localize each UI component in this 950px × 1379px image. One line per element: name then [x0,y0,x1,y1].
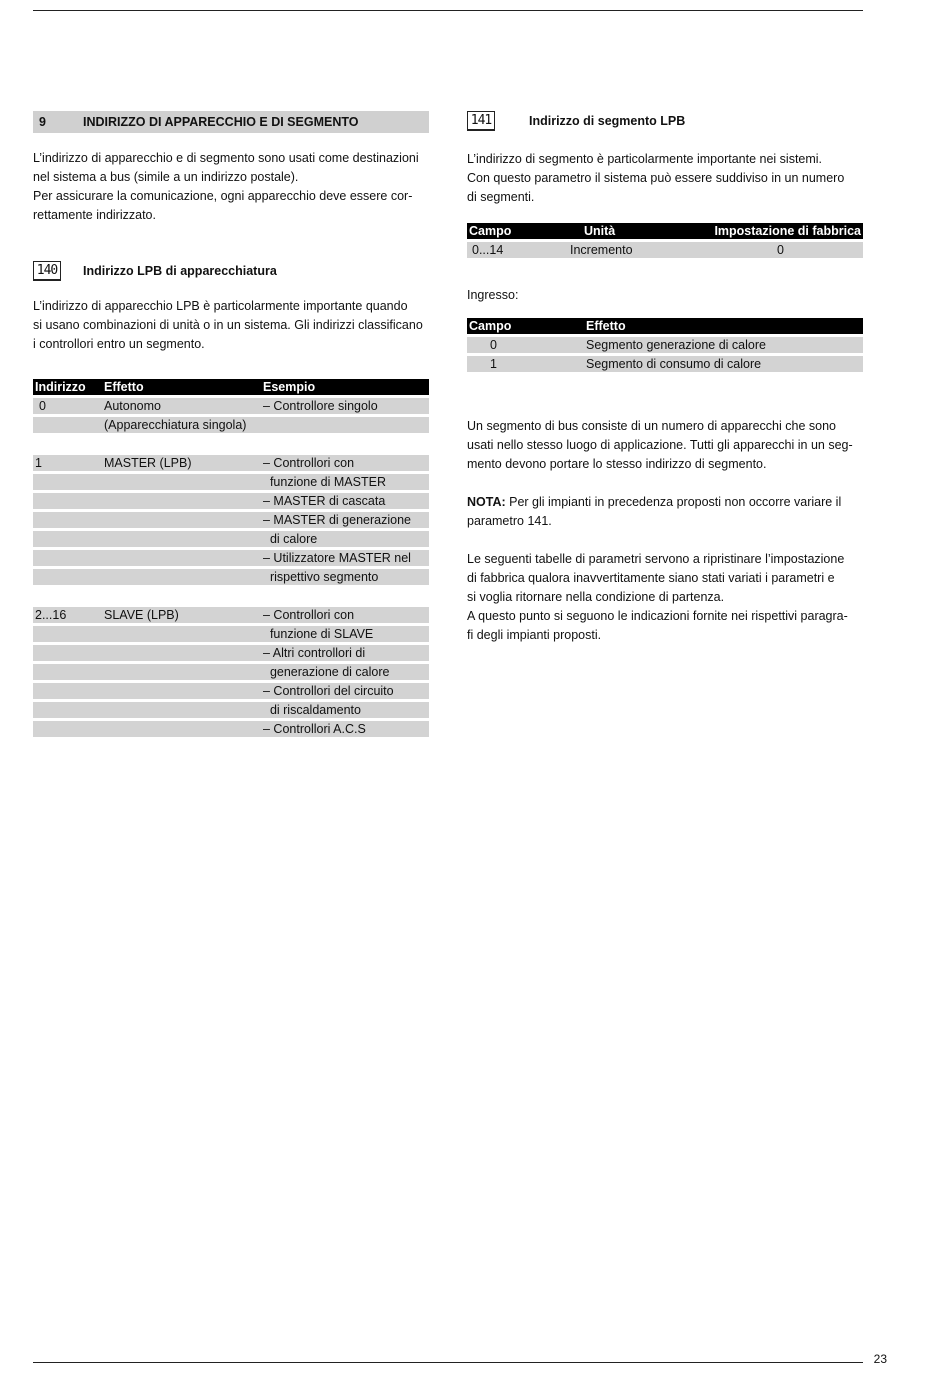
table-cell: – MASTER di generazione [261,512,429,528]
segment-table [467,315,863,375]
column-header: Unità [568,223,683,239]
text-line: L’indirizzo di apparecchio e di segmento sono usati come destinazioni [33,151,419,165]
table-cell [102,626,261,642]
table-cell [33,550,102,566]
table-row [33,550,429,566]
text-line: A questo punto si seguono le indicazioni fornite nei rispettivi paragra- [467,609,848,623]
text-line: Un segmento di bus consiste di un numero di apparecchi che sono [467,419,836,433]
column-header: Campo [467,223,568,239]
column-header: Esempio [261,379,429,395]
table-row [33,436,429,452]
table-cell: di calore [261,531,429,547]
column-header: Campo [467,318,584,334]
table-cell [261,588,429,604]
table-cell: 0 [467,337,584,353]
table-cell: Segmento di consumo di calore [584,356,863,372]
note-text: Per gli impianti in precedenza proposti non occorre variare il [505,495,842,509]
table-cell [33,645,102,661]
table-row [33,531,429,547]
restore-paragraph [467,550,863,645]
table-cell: generazione di calore [261,664,429,680]
table-cell: – MASTER di cascata [261,493,429,509]
text-line: rettamente indirizzato. [33,208,156,222]
table-cell [102,721,261,737]
display-icon: 140 [33,261,61,281]
table-cell: (Apparecchiatura singola) [102,417,261,433]
table-cell: – Controllore singolo [261,398,429,414]
page-number: 23 [873,1352,887,1366]
bottom-rule [33,1362,863,1363]
left-column [33,111,429,737]
table-row [33,398,429,414]
table-cell [33,702,102,718]
table-cell: SLAVE (LPB) [102,607,261,623]
param-140-description [33,297,429,354]
text-line: si voglia ritornare nella condizione di partenza. [467,590,725,604]
table-cell [33,417,102,433]
section-number: 9 [39,115,46,129]
table-header-row [467,318,863,334]
text-line: di segmenti. [467,190,535,204]
table-cell: – Altri controllori di [261,645,429,661]
text-line: fi degli impianti proposti. [467,628,602,642]
table-cell: 2...16 [33,607,102,623]
column-header: Indirizzo [33,379,102,395]
table-cell [102,569,261,585]
table-cell: 0 [33,398,102,414]
table-cell [102,493,261,509]
table-cell: 1 [467,356,584,372]
text-line: si usano combinazioni di unità o in un sistema. Gli indirizzi classificano [33,318,423,332]
note-paragraph [467,493,863,531]
table-row [33,569,429,585]
table-cell [33,436,102,452]
table-cell [33,531,102,547]
bus-segment-paragraph [467,417,863,474]
section-title: INDIRIZZO DI APPARECCHIO E DI SEGMENTO [83,115,359,129]
text-line: Per assicurare la comunicazione, ogni apparecchio deve essere cor- [33,189,413,203]
table-cell [33,664,102,680]
table-cell [33,512,102,528]
table-cell [261,436,429,452]
table-row [467,356,863,372]
range-table [467,220,863,261]
table-cell [102,645,261,661]
table-cell: Incremento [568,242,683,258]
table-cell [102,531,261,547]
table-row [33,626,429,642]
table-cell [102,664,261,680]
column-header: Effetto [584,318,863,334]
table-cell: rispettivo segmento [261,569,429,585]
table-cell [102,512,261,528]
table-cell: Segmento generazione di calore [584,337,863,353]
table-cell [102,702,261,718]
text-line: i controllori entro un segmento. [33,337,205,351]
table-cell: 0 [683,242,863,258]
top-rule [33,10,863,11]
table-cell [33,493,102,509]
address-table [33,376,429,740]
table-cell: – Controllori con [261,607,429,623]
text-line: mento devono portare lo stesso indirizzo di segmento. [467,457,767,471]
table-cell [33,721,102,737]
text-line: L’indirizzo di apparecchio LPB è particolarmente importante quando [33,299,408,313]
table-row [33,417,429,433]
table-row [33,645,429,661]
table-cell: funzione di MASTER [261,474,429,490]
text-line: L’indirizzo di segmento è particolarmente importante nei sistemi. [467,152,823,166]
column-header: Effetto [102,379,261,395]
text-line: di fabbrica qualora inavvertitamente siano stati variati i parametri e [467,571,835,585]
table-header-row [467,223,863,239]
table-cell [102,683,261,699]
table-header-row [33,379,429,395]
table-cell: – Controllori con [261,455,429,471]
intro-paragraph [33,149,429,225]
table-cell: MASTER (LPB) [102,455,261,471]
table-row [33,683,429,699]
param-141-title: Indirizzo di segmento LPB [529,114,686,128]
note-label: NOTA: [467,495,506,509]
table-cell: – Controllori del circuito [261,683,429,699]
right-column [467,109,863,645]
table-cell [33,569,102,585]
param-141-heading [467,109,863,133]
text-line: Le seguenti tabelle di parametri servono a ripristinare l’impostazione [467,552,845,566]
text-line: usati nello stesso luogo di applicazione. Tutti gli apparecchi in un seg- [467,438,853,452]
table-cell: 1 [33,455,102,471]
param-141-description [467,150,863,207]
table-row [33,607,429,623]
table-row [33,493,429,509]
table-cell [33,683,102,699]
table-cell [102,474,261,490]
table-row [33,474,429,490]
table-cell [33,588,102,604]
text-line [467,493,863,512]
table-cell: 0...14 [467,242,568,258]
param-140-title: Indirizzo LPB di apparecchiatura [83,264,277,278]
display-icon: 141 [467,111,495,131]
ingresso-label: Ingresso: [467,288,519,302]
table-row [33,455,429,471]
table-cell [33,474,102,490]
table-row [467,242,863,258]
table-row [33,664,429,680]
table-row [33,512,429,528]
param-140-heading [33,259,429,283]
section-heading [33,111,429,133]
table-cell: – Controllori A.C.S [261,721,429,737]
text-line: Con questo parametro il sistema può essere suddiviso in un numero [467,171,845,185]
table-cell [102,436,261,452]
table-cell: funzione di SLAVE [261,626,429,642]
column-header: Impostazione di fabbrica [683,223,863,239]
table-cell: Autonomo [102,398,261,414]
table-cell: – Utilizzatore MASTER nel [261,550,429,566]
table-row [33,702,429,718]
table-cell [261,417,429,433]
table-cell [102,588,261,604]
table-cell: di riscaldamento [261,702,429,718]
table-row [33,588,429,604]
table-row [467,337,863,353]
table-cell [102,550,261,566]
table-row [33,721,429,737]
table-cell [33,626,102,642]
text-line: parametro 141. [467,514,552,528]
text-line: nel sistema a bus (simile a un indirizzo postale). [33,170,299,184]
